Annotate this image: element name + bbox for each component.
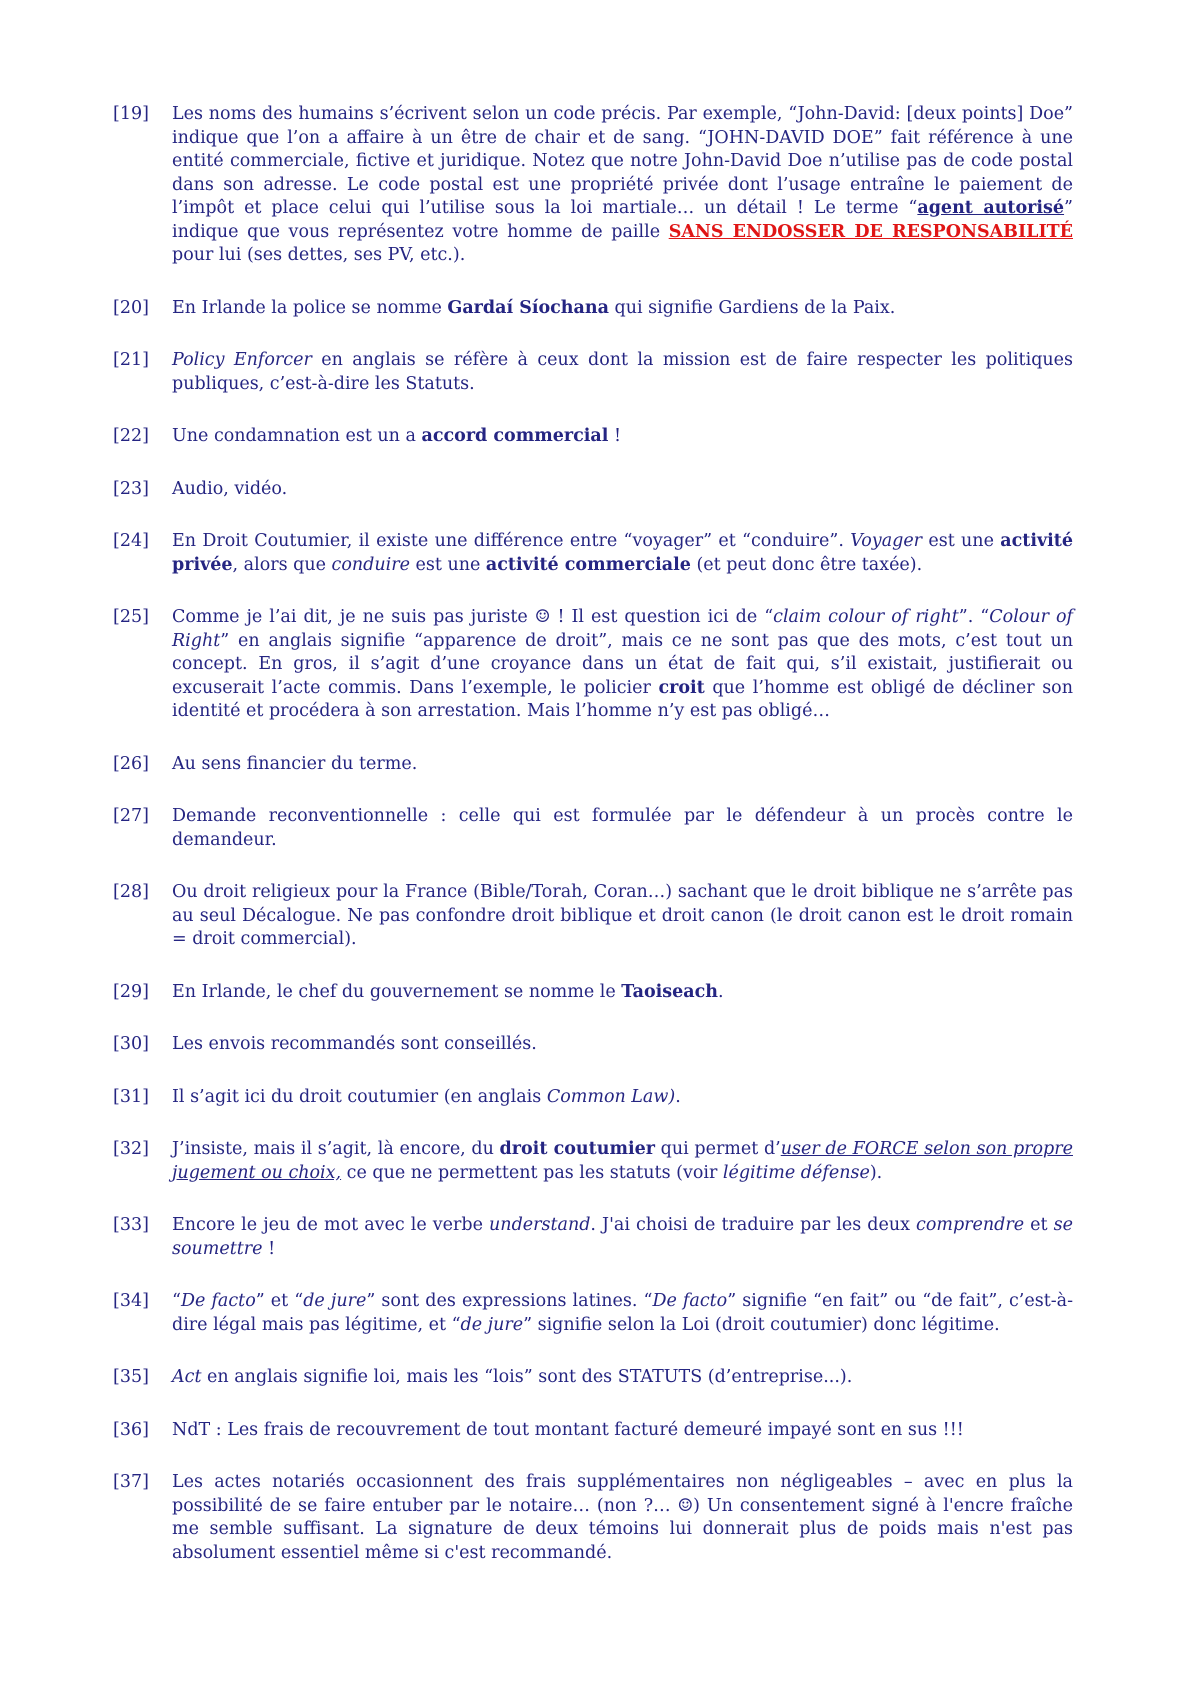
footnote-text [172,1366,1073,1390]
footnote-number: [36] [113,1419,149,1440]
text-segment: ”. “ [958,607,990,627]
footnote-row [113,1419,1073,1443]
emphasized-text-segment: conduire [331,554,410,575]
footnote-row [113,297,1073,321]
footnote-row [113,981,1073,1005]
footnote-text [172,981,1073,1005]
footnote-number: [31] [113,1086,149,1107]
footnote-number: [20] [113,297,149,318]
text-segment: qui signifie Gardiens de la Paix. [608,297,896,318]
footnote-row [113,805,1073,852]
footnote-text [172,1138,1073,1185]
text-segment: “ [172,1291,181,1311]
footnote-text [172,478,1073,502]
text-segment: Il s’agit ici du droit coutumier (en anglais [172,1086,547,1107]
footnotes-list [113,103,1073,1594]
footnote-text [172,1290,1073,1337]
footnote-number: [34] [113,1291,149,1311]
emphasized-text-segment: activité privée [172,531,1073,575]
text-segment: , alors que [232,554,332,575]
text-segment: Une condamnation est un a [172,426,422,446]
emphasized-text-segment: Colour of Right [172,607,1073,651]
footnote-number: [27] [113,806,149,826]
footnote-row [113,1290,1073,1337]
emphasized-text-segment: légitime défense [722,1162,870,1183]
text-segment: ce que ne permettent pas les statuts (voir [341,1162,723,1183]
emphasized-text-segment: Act [172,1367,202,1387]
footnote-row [113,425,1073,449]
footnote-number: [35] [113,1367,149,1387]
text-segment: est une [922,531,1001,551]
footnote-number: [26] [113,753,149,774]
text-segment: ” signifie selon la Loi (droit coutumier) donc légitime. [523,1314,1000,1335]
footnote-text [172,1471,1073,1565]
emphasized-text-segment: SANS ENDOSSER DE RESPONSABILITÉ [668,221,1073,242]
footnote-number: [22] [113,426,149,446]
emphasized-text-segment: croit [658,677,705,698]
text-segment: ! [262,1238,276,1259]
text-segment: J’insiste, mais il s’agit, là encore, du [172,1139,500,1159]
text-segment: . J'ai choisi de traduire par les deux [590,1215,917,1235]
text-segment: NdT : Les frais de recouvrement de tout montant facturé demeuré impayé sont en sus !!! [172,1419,964,1440]
footnote-row [113,530,1073,577]
footnote-number: [19] [113,104,149,124]
emphasized-text-segment: activité commerciale [485,554,691,575]
text-segment: ” en anglais signifie “apparence de droit”, mais ce ne sont pas que des mots, c’est tout un concept. En gros, il s’agit d’une croyance dans un état de fait qui, s’il existait, justifierait ou excuserait l’acte commis. Dans l’exemple, le policier [172,630,1073,698]
text-segment: est une [409,554,486,575]
text-segment: En Droit Coutumier, il existe une différence entre “voyager” et “conduire”. [172,531,851,551]
footnote-row [113,1033,1073,1057]
footnote-text [172,349,1073,396]
footnote-row [113,349,1073,396]
text-segment: pour lui (ses dettes, ses PV, etc.). [172,245,466,265]
footnote-row [113,103,1073,268]
footnote-text [172,805,1073,852]
emphasized-text-segment: Policy Enforcer [172,350,312,370]
emphasized-text-segment: Taoiseach [621,981,719,1002]
footnote-text [172,1419,1073,1443]
footnote-row [113,1366,1073,1390]
emphasized-text-segment: De facto [180,1291,256,1311]
footnote-row [113,753,1073,777]
footnote-number: [29] [113,981,149,1002]
footnote-text [172,425,1073,449]
text-segment: Au sens financier du terme. [172,753,418,774]
text-segment: que l’homme est obligé de décliner son identité et procédera à son arrestation. Mais l’homme n’y est pas obligé… [172,677,1073,721]
text-segment: . [718,981,724,1002]
footnote-text [172,1086,1073,1110]
footnote-number: [32] [113,1139,149,1159]
text-segment: En Irlande la police se nomme [172,297,448,318]
footnote-number: [33] [113,1215,149,1235]
footnote-number: [23] [113,478,149,499]
text-segment: ). [869,1162,883,1183]
emphasized-text-segment: Voyager [850,531,923,551]
text-segment: ” et “ [255,1291,304,1311]
footnote-number: [21] [113,350,149,370]
emphasized-text-segment: Common Law) [546,1086,676,1107]
text-segment: En Irlande, le chef du gouvernement se nomme le [172,981,622,1002]
footnote-row [113,1086,1073,1110]
emphasized-text-segment: de jure [460,1314,524,1335]
emphasized-text-segment: De facto [652,1291,728,1311]
footnote-number: [30] [113,1034,149,1054]
footnote-text [172,103,1073,268]
emphasized-text-segment: droit coutumier [499,1139,655,1159]
emphasized-text-segment: claim colour of right [773,607,959,627]
text-segment: ” indique que vous représentez votre homme de paille [172,198,1073,242]
text-segment: Encore le jeu de mot avec le verbe [172,1215,490,1235]
text-segment: Comme je l’ai dit, je ne suis pas juriste ☺ ! Il est question ici de “ [172,607,774,627]
emphasized-text-segment: user de FORCE selon son propre jugement ou choix, [172,1139,1073,1183]
emphasized-text-segment: agent autorisé [917,198,1065,218]
footnote-row [113,606,1073,724]
text-segment: Audio, vidéo. [172,478,288,499]
footnote-text [172,297,1073,321]
emphasized-text-segment: accord commercial [421,426,609,446]
text-segment: ” sont des expressions latines. “ [366,1291,653,1311]
footnote-row [113,1471,1073,1565]
footnote-number: [28] [113,882,149,902]
text-segment: et [1024,1215,1054,1235]
footnote-row [113,881,1073,952]
text-segment: Les actes notariés occasionnent des frais supplémentaires non négligeables – avec en plus la possibilité de se faire entuber par le notaire… (non ?… ☺) Un consentement signé à l'encre fraîche me semble suffisant. La signature de deux témoins lui donnerait plus de poids mais n'est pas absolument essentiel même si c'est recommandé. [172,1472,1073,1563]
footnote-text [172,606,1073,724]
footnote-text [172,530,1073,577]
text-segment: Les noms des humains s’écrivent selon un code précis. Par exemple, “John-David: [deux points] Doe” indique que l’on a affaire à un être de chair et de sang. “JOHN-DAVID DOE” fait référence à une entité commerciale, fictive et juridique. Notez que notre John-David Doe n’utilise pas de code postal dans son adresse. Le code postal est une propriété privée dont l’usage entraîne le paiement de l’impôt et place celui qui l’utilise sous la loi martiale… un détail ! Le terme “ [172,104,1073,218]
footnote-number: [24] [113,531,149,551]
text-segment: Demande reconventionnelle : celle qui est formulée par le défendeur à un procès contre le demandeur. [172,806,1073,850]
text-segment: ! [608,426,622,446]
text-segment: en anglais signifie loi, mais les “lois” sont des STATUTS (d’entreprise...). [201,1367,853,1387]
emphasized-text-segment: understand [489,1215,591,1235]
text-segment: . [675,1086,681,1107]
footnote-row [113,478,1073,502]
footnote-row [113,1214,1073,1261]
text-segment: Les envois recommandés sont conseillés. [172,1034,537,1054]
text-segment: (et peut donc être taxée). [690,554,923,575]
emphasized-text-segment: de jure [303,1291,367,1311]
footnote-text [172,1033,1073,1057]
text-segment: ” signifie “en fait” ou “de fait”, c’est-à-dire légal mais pas légitime, et “ [172,1291,1073,1335]
emphasized-text-segment: se soumettre [172,1215,1073,1259]
footnote-row [113,1138,1073,1185]
emphasized-text-segment: comprendre [916,1215,1025,1235]
footnote-text [172,1214,1073,1261]
footnote-number: [37] [113,1472,149,1492]
footnote-text [172,753,1073,777]
text-segment: en anglais se réfère à ceux dont la mission est de faire respecter les politiques publiques, c’est-à-dire les Statuts. [172,350,1073,394]
emphasized-text-segment: Gardaí Síochana [447,297,609,318]
text-segment: qui permet d’ [654,1139,781,1159]
footnote-text [172,881,1073,952]
text-segment: Ou droit religieux pour la France (Bible/Torah, Coran…) sachant que le droit biblique ne s’arrête pas au seul Décalogue. Ne pas confondre droit biblique et droit canon (le droit canon est le droit romain = droit commercial). [172,882,1073,949]
footnote-number: [25] [113,607,149,627]
